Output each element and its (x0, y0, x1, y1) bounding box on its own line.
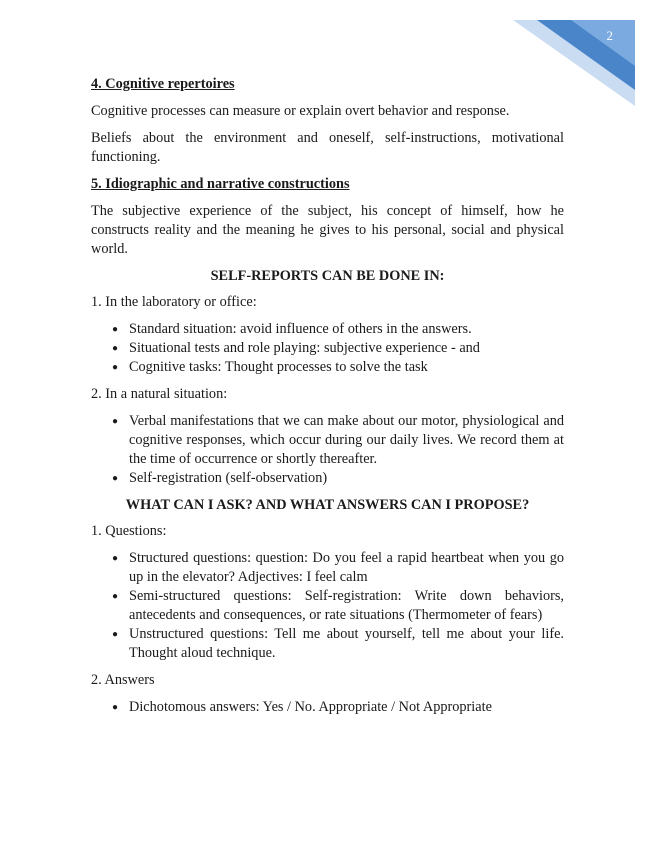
list-item: ● Cognitive tasks: Thought processes to solve the task (91, 358, 564, 377)
list-item: ● Self-registration (self-observation) (91, 469, 564, 488)
numbered-label: 2. In a natural situation: (91, 386, 228, 402)
numbered-label: 2. Answers (91, 672, 155, 688)
paragraph: Beliefs about the environment and oneself, self-instructions, motivational functioning. (91, 130, 564, 165)
list-item: ● Semi-structured questions: Self-registration: Write down behaviors, antecedents and consequences, or rate situations (Thermometer of fears) (91, 587, 564, 625)
bullet-list (91, 549, 564, 663)
self-reports-heading: SELF-REPORTS CAN BE DONE IN: (210, 268, 445, 284)
page-number: 2 (606, 28, 613, 43)
numbered-label: 1. In the laboratory or office: (91, 294, 257, 310)
list-item: ● Unstructured questions: Tell me about yourself, tell me about your life. Thought aloud technique. (91, 625, 564, 663)
list-item: ● Situational tests and role playing: subjective experience - and (91, 339, 564, 358)
bullet-list (91, 698, 564, 717)
section-heading: 4. Cognitive repertoires (91, 76, 235, 92)
paragraph: Cognitive processes can measure or explain overt behavior and response. (91, 103, 510, 119)
list-item: ● Standard situation: avoid influence of others in the answers. (91, 320, 564, 339)
bullet-list (91, 320, 564, 377)
list-item: ● Verbal manifestations that we can make about our motor, physiological and cognitive responses, which occur during our daily lives. We record them at the time of occurrence or shortly thereafter. (91, 412, 564, 469)
paragraph: The subjective experience of the subject, his concept of himself, how he constructs reality and the meaning he gives to his personal, social and physical world. (91, 203, 564, 257)
questions-heading: WHAT CAN I ASK? AND WHAT ANSWERS CAN I PROPOSE? (125, 497, 530, 513)
numbered-label: 1. Questions: (91, 523, 167, 539)
bullet-list (91, 412, 564, 488)
list-item: ● Dichotomous answers: Yes / No. Appropriate / Not Appropriate (91, 698, 564, 717)
page-content (91, 75, 564, 725)
list-item: ● Structured questions: question: Do you feel a rapid heartbeat when you go up in the elevator? Adjectives: I feel calm (91, 549, 564, 587)
section-heading: 5. Idiographic and narrative constructions (91, 176, 350, 192)
